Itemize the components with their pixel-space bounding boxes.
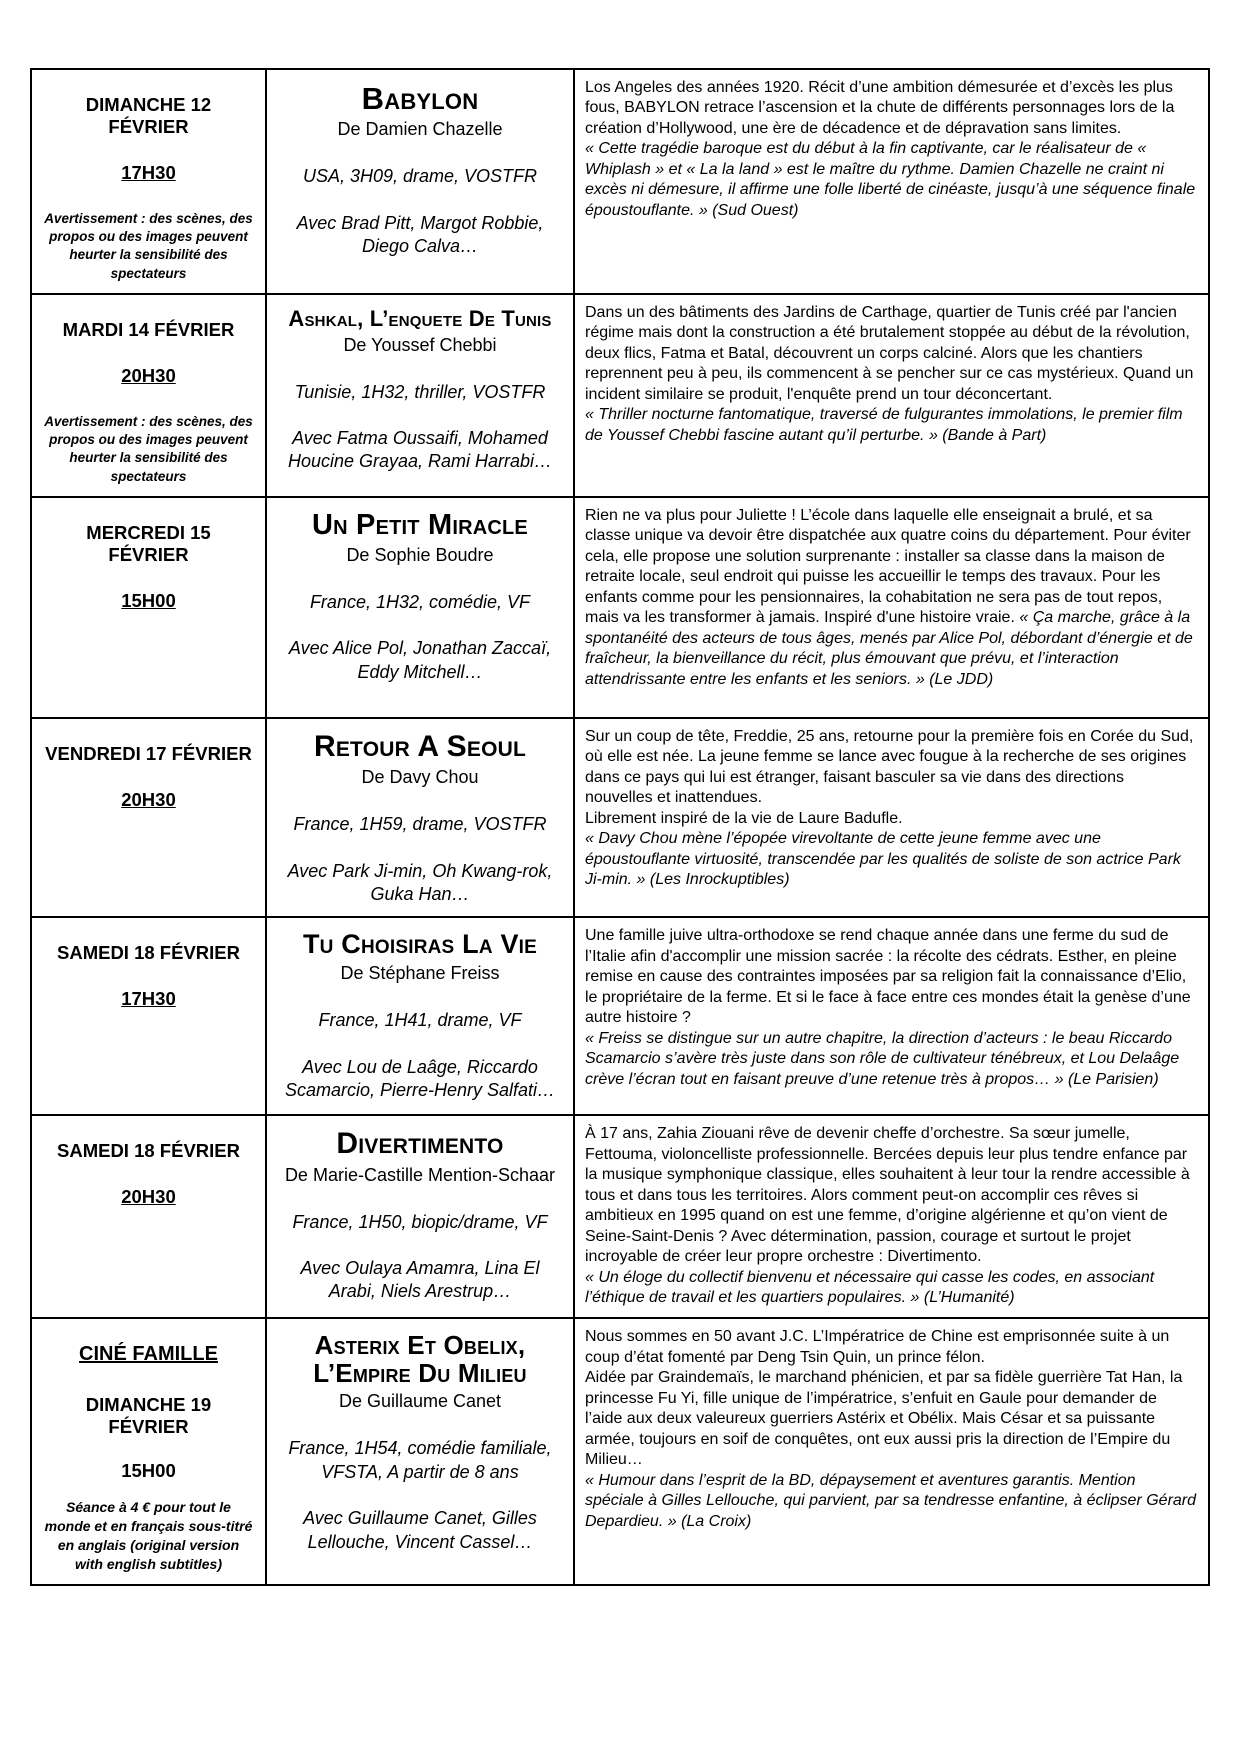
screening-date: SAMEDI 18 FÉVRIER [57, 1140, 240, 1162]
schedule-cell [32, 719, 267, 917]
program-row [32, 1116, 1208, 1319]
program-row [32, 295, 1208, 498]
screening-time: 15H00 [121, 589, 176, 611]
screening-time: 20H30 [121, 1186, 176, 1208]
screening-label: CINÉ FAMILLE [79, 1343, 218, 1366]
film-cell [267, 70, 575, 293]
schedule-cell [32, 1319, 267, 1584]
film-title [362, 82, 479, 115]
film-director: De Youssef Chebbi [343, 334, 497, 355]
program-row [32, 1319, 1208, 1584]
description-quote: « Freiss se distingue sur un autre chapitre, la direction d’acteurs : le beau Riccardo Scamarcio s’avère très juste dans son rôle de cultivateur ténébreux, et Lou Delaâge crève l’écran tout en faisant preuve d’une retenue très à propos… » (Le Parisien) [585, 1029, 1180, 1088]
description-text: À 17 ans, Zahia Ziouani rêve de devenir cheffe d’orchestre. Sa sœur jumelle, Fettouma, violoncelliste professionnelle. Bercées depuis leur plus tendre enfance par la musique symphonique classique, elles souhaitent à leur tour la rendre accessible à tous et dans tous les territoires. Alors comment peut-on accomplir ces rêves si ambitieux en 1995 quand on est une femme, d’origine algérienne et qu’on vient de Seine-Saint-Denis ? Avec détermination, passion, courage et surtout le projet incroyable de créer leur propre orchestre : Divertimento. [585, 1125, 1190, 1266]
film-details: France, 1H59, drame, VOSTFR [293, 814, 547, 835]
description-quote: « Davy Chou mène l’épopée virevoltante de cette jeune femme avec une époustouflante virtuosité, transcendée par les qualités de soliste de son actrice Park Ji-min. » (Les Inrockuptibles) [585, 830, 1181, 889]
description-quote: « Thriller nocturne fantomatique, traversé de fulgurantes immolations, le premier film de Youssef Chebbi fascine autant qu’il perturbe. » (Bande à Part) [585, 406, 1183, 444]
program-row [32, 70, 1208, 295]
description-paragraph [585, 405, 1196, 446]
film-cell [267, 1116, 575, 1317]
description-paragraph [585, 506, 1196, 690]
screening-time: 20H30 [121, 788, 176, 810]
film-details: France, 1H41, drame, VF [318, 1010, 522, 1031]
program-row [32, 498, 1208, 719]
film-title [312, 510, 528, 541]
screening-time: 20H30 [121, 364, 176, 386]
screening-time: 15H00 [121, 1460, 176, 1482]
film-director: De Marie-Castille Mention-Schaar [284, 1164, 556, 1185]
screening-date: DIMANCHE 12 FÉVRIER [85, 94, 212, 137]
description-cell [575, 70, 1208, 293]
film-title [336, 1128, 503, 1160]
description-paragraph [585, 926, 1196, 1028]
description-paragraph [585, 727, 1196, 809]
description-text: Sur un coup de tête, Freddie, 25 ans, retourne pour la première fois en Corée du Sud, où elle est née. La jeune femme se lance avec fougue à la recherche de ses origines dans ce pays qui lui est étranger, faisant basculer sa vie dans des directions nouvelles et inattendues. [585, 727, 1194, 807]
description-text: Librement inspiré de la vie de Laure Badufle. [585, 809, 903, 827]
film-title [314, 731, 526, 763]
description-paragraph [585, 829, 1196, 890]
film-details: France, 1H32, comédie, VF [309, 592, 531, 613]
screening-note: Avertissement : des scènes, des propos ou des images peuvent heurter la sensibilité des spectateurs [44, 413, 253, 484]
description-cell [575, 1319, 1208, 1584]
schedule-cell [32, 295, 267, 496]
screening-time: 17H30 [121, 988, 176, 1010]
description-cell [575, 498, 1208, 717]
screening-date: VENDREDI 17 FÉVRIER [45, 742, 252, 764]
film-cell [267, 1319, 575, 1584]
film-cast: Avec Alice Pol, Jonathan Zaccaï, Eddy Mitchell… [288, 638, 552, 682]
film-director: De Sophie Boudre [346, 545, 494, 566]
film-title-line: Ashkal, L’enquete De Tunis [288, 305, 552, 331]
description-cell [575, 1116, 1208, 1317]
film-director: De Guillaume Canet [338, 1391, 502, 1412]
film-director: De Davy Chou [361, 767, 479, 788]
description-text: Aidée par Graindemaïs, le marchand phénicien, et par sa fidèle guerrière Tat Han, la princesse Fu Yi, fille unique de l’impératrice, s’enfuit en Gaule pour demander de l’aide aux deux valeureux guerriers Astérix et Obélix. Mais César et sa puissante armée, toujours en soif de conquêtes, ont eux aussi pris la direction de l’Empire du Milieu… [585, 1369, 1183, 1469]
film-details: France, 1H50, biopic/drame, VF [292, 1211, 548, 1232]
description-cell [575, 719, 1208, 917]
film-details: France, 1H54, comédie familiale, VFSTA, A partir de 8 ans [288, 1438, 552, 1482]
film-title-line: Asterix Et Obelix, [314, 1330, 526, 1361]
program-table [30, 68, 1210, 1586]
film-title-line: Tu Choisiras La Vie [302, 929, 538, 960]
description-paragraph [585, 1029, 1196, 1090]
description-text: Nous sommes en 50 avant J.C. L’Impératrice de Chine est emprisonnée suite à un coup d’état fomenté par Deng Tsin Quin, un prince félon. [585, 1328, 1170, 1366]
description-paragraph [585, 1368, 1196, 1470]
schedule-cell [32, 918, 267, 1114]
description-text: Rien ne va plus pour Juliette ! L’école dans laquelle elle enseignait a brulé, et sa classe unique va devoir être dispatchée aux quatre coins du département. Pour éviter cela, elle propose une solution surprenante : installer sa classe dans la maison de retraite locale, seul endroit qui puisse les accueillir le temps des travaux. Pour les enfants comme pour les pensionnaires, la cohabitation ne sera pas de tout repos, mais va les transformer à jamais. Inspiré d'une histoire vraie. [585, 506, 1191, 627]
screening-date: DIMANCHE 19 FÉVRIER [85, 1394, 212, 1438]
film-cast: Avec Lou de Laâge, Riccardo Scamarcio, Pierre-Henry Salfati… [284, 1056, 556, 1101]
film-title-line: L’Empire Du Milieu [313, 1358, 527, 1389]
screening-note: Séance à 4 € pour tout le monde et en français sous-titré en anglais (original version with english subtitles) [44, 1499, 253, 1572]
film-cell [267, 918, 575, 1114]
description-cell [575, 918, 1208, 1114]
film-cell [267, 295, 575, 496]
description-text: Los Angeles des années 1920. Récit d’une ambition démesurée et d’excès les plus fous, BABYLON retrace l’ascension et la chute de différents personnages lors de la création d’Hollywood, une ère de décadence et de dépravation sans limites. [585, 79, 1175, 137]
film-details: USA, 3H09, drame, VOSTFR [302, 166, 538, 187]
film-cast: Avec Fatma Oussaifi, Mohamed Houcine Grayaa, Rami Harrabi… [287, 428, 553, 472]
description-cell [575, 295, 1208, 496]
film-cell [267, 498, 575, 717]
screening-time: 17H30 [121, 162, 176, 183]
description-paragraph [585, 1327, 1196, 1368]
film-title [288, 307, 551, 331]
film-title [313, 1331, 527, 1387]
screening-note: Avertissement : des scènes, des propos ou des images peuvent heurter la sensibilité des spectateurs [44, 211, 253, 281]
description-quote: « Humour dans l’esprit de la BD, dépaysement et aventures garantis. Mention spéciale à Gilles Lellouche, qui parvient, par sa tendresse enfantine, à éclipser Gérard Depardieu. » (La Croix) [585, 1471, 1197, 1530]
schedule-cell [32, 70, 267, 293]
film-title-line: Un Petit Miracle [312, 508, 528, 541]
film-title-line: Babylon [361, 81, 479, 116]
film-cast: Avec Park Ji-min, Oh Kwang-rok, Guka Han… [287, 860, 553, 904]
schedule-cell [32, 1116, 267, 1317]
film-details: Tunisie, 1H32, thriller, VOSTFR [294, 381, 546, 402]
description-quote: « Un éloge du collectif bienvenu et nécessaire qui casse les codes, en associant l’éthique de travail et les quartiers populaires. » (L’Humanité) [585, 1268, 1155, 1307]
description-paragraph [585, 139, 1196, 221]
screening-date: MERCREDI 15 FÉVRIER [86, 521, 211, 565]
description-paragraph [585, 1471, 1196, 1532]
film-title-line: Retour A Seoul [313, 729, 527, 763]
film-cast: Avec Guillaume Canet, Gilles Lellouche, Vincent Cassel… [303, 1508, 537, 1552]
description-paragraph [585, 809, 1196, 829]
film-cell [267, 719, 575, 917]
film-cast: Avec Oulaya Amamra, Lina El Arabi, Niels Arestrup… [300, 1258, 540, 1302]
film-director: De Stéphane Freiss [340, 963, 500, 984]
schedule-cell [32, 498, 267, 717]
description-paragraph [585, 1124, 1196, 1267]
film-cast: Avec Brad Pitt, Margot Robbie, Diego Calva… [296, 212, 544, 257]
description-quote: « Ça marche, grâce à la spontanéité des acteurs de tous âges, menés par Alice Pol, débordant d’énergie et de fraîcheur, la bienveillance du récit, plus émouvant que prévu, et l’interaction attendrissante entre les enfants et les seniors. » (Le JDD) [585, 609, 1193, 688]
film-title [303, 930, 537, 959]
description-text: Dans un des bâtiments des Jardins de Carthage, quartier de Tunis créé par l'ancien régime mais dont la construction a été brutalement stoppée au début de la révolution, deux flics, Fatma et Batal, découvrent un corps calciné. Alors que les chantiers reprennent peu à peu, ils commencent à se pencher sur ce cas mystérieux. Quand un incident similaire se produit, l'enquête prend un tour déconcertant. [585, 303, 1194, 403]
film-title-line: Divertimento [336, 1127, 504, 1161]
description-paragraph [585, 78, 1196, 139]
description-paragraph [585, 1268, 1196, 1309]
screening-date: MARDI 14 FÉVRIER [62, 318, 235, 340]
description-paragraph [585, 303, 1196, 405]
film-director: De Damien Chazelle [337, 119, 503, 140]
description-quote: « Cette tragédie baroque est du début à la fin captivante, car le réalisateur de « Whiplash » et « La la land » est le maître du rythme. Damien Chazelle ne craint ni excès ni démesure, il affirme une folle liberté de cinéaste, jusqu’à une séquence finale époustouflante. » (Sud Ouest) [585, 140, 1196, 219]
program-row [32, 719, 1208, 919]
description-text: Une famille juive ultra-orthodoxe se rend chaque année dans une ferme du sud de l’Italie afin d'accomplir une mission sacrée : la récolte des cédrats. Esther, en pleine remise en cause des contraintes imposées par sa religion fait la connaissance d’Elio, le propriétaire de la ferme. Et si le face à face entre ces mondes était la genèse d’une autre histoire ? [585, 927, 1191, 1027]
program-row [32, 918, 1208, 1116]
screening-date: SAMEDI 18 FÉVRIER [57, 942, 240, 964]
